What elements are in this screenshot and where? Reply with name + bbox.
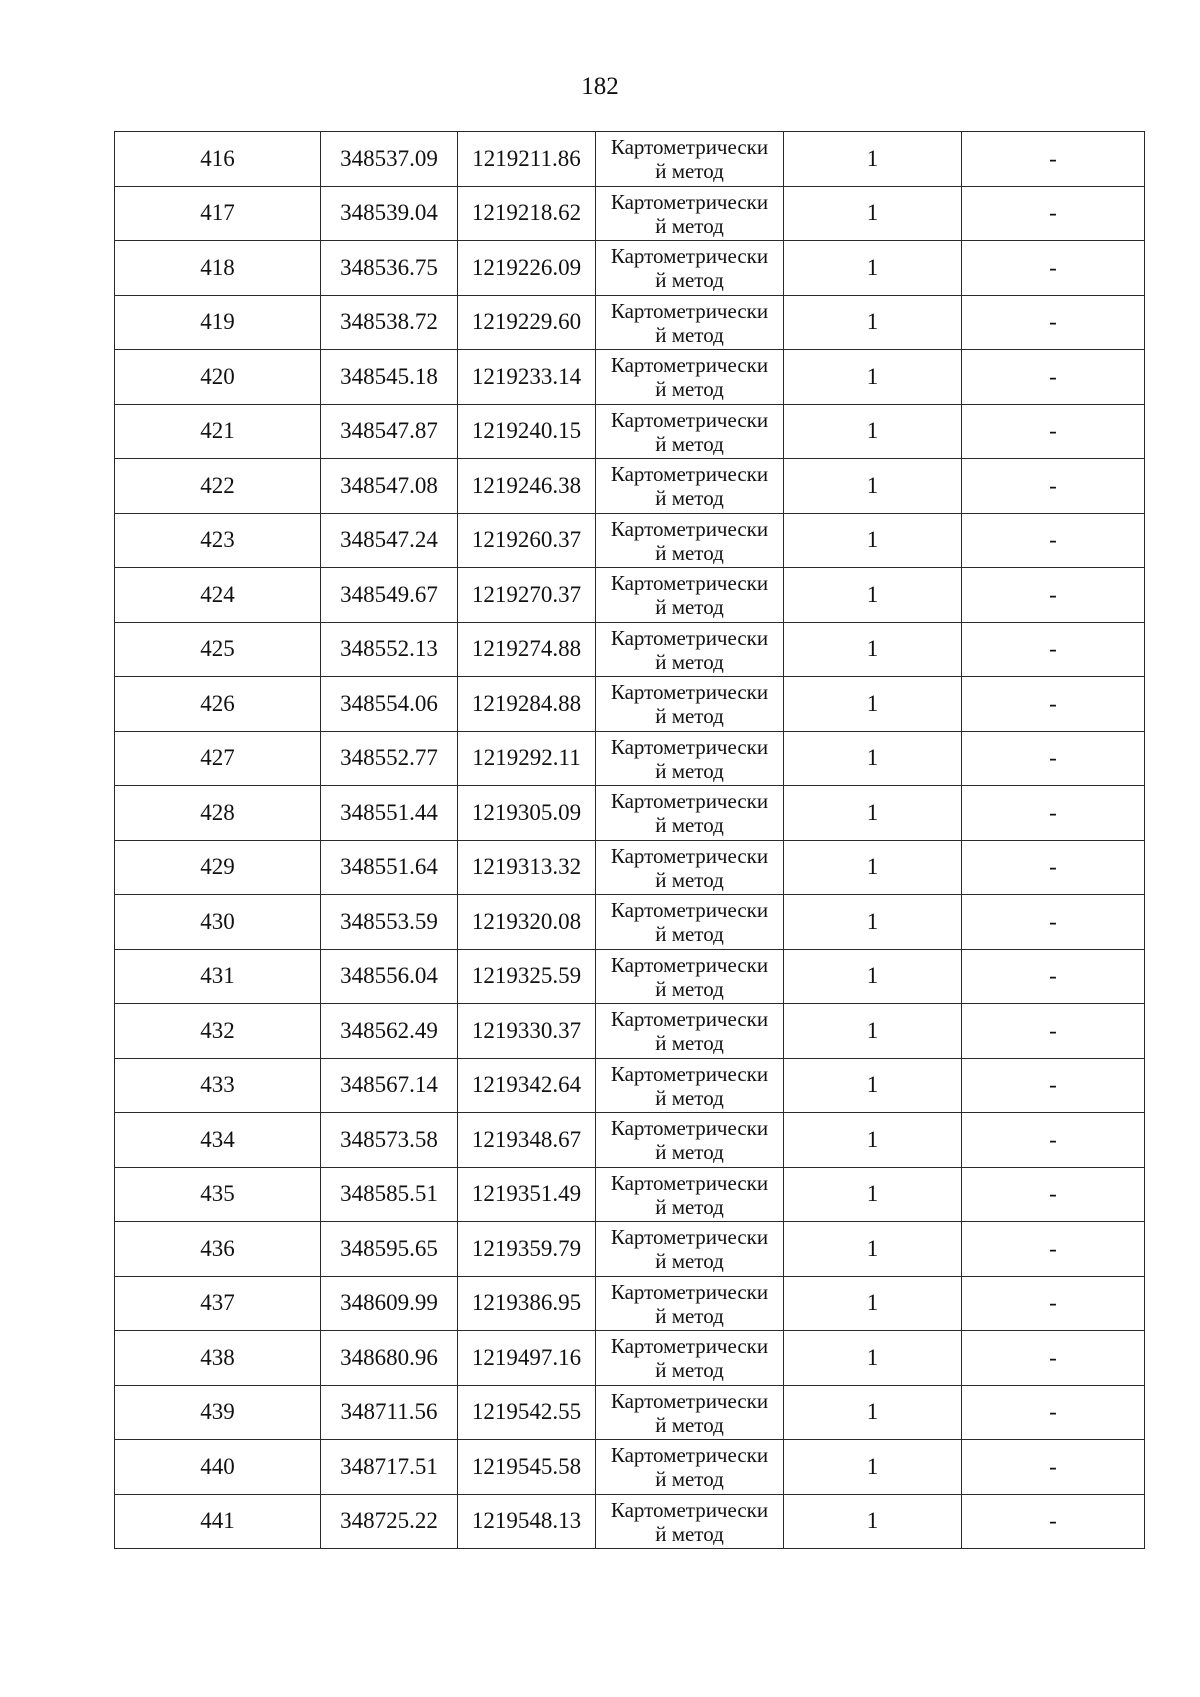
- point-number-cell: 439: [115, 1385, 321, 1440]
- method-cell: [596, 295, 784, 350]
- x-coordinate-cell: 348552.77: [321, 731, 458, 786]
- table-row: [115, 1222, 1145, 1277]
- method-cell: [596, 1058, 784, 1113]
- method-text-line-2: й метод: [655, 1521, 724, 1546]
- method-text-line-2: й метод: [655, 1249, 724, 1274]
- method-text-line-2: й метод: [655, 1303, 724, 1328]
- accuracy-cell: 1: [784, 132, 962, 187]
- method-text-line-2: й метод: [655, 1412, 724, 1437]
- x-coordinate-cell: 348539.04: [321, 186, 458, 241]
- y-coordinate-cell: 1219313.32: [458, 840, 596, 895]
- table-row: [115, 895, 1145, 950]
- x-coordinate-cell: 348585.51: [321, 1167, 458, 1222]
- method-text-line-1: Картометрически: [610, 244, 769, 269]
- y-coordinate-cell: 1219330.37: [458, 1004, 596, 1059]
- note-cell: -: [962, 350, 1145, 405]
- method-text-line-1: Картометрически: [610, 1225, 769, 1250]
- method-cell: [596, 1385, 784, 1440]
- method-text-line-1: Картометрически: [610, 462, 769, 487]
- method-text-line-1: Картометрически: [610, 625, 769, 650]
- method-cell: [596, 513, 784, 568]
- y-coordinate-cell: 1219548.13: [458, 1494, 596, 1549]
- table-row: [115, 731, 1145, 786]
- x-coordinate-cell: 348537.09: [321, 132, 458, 187]
- table-row: [115, 513, 1145, 568]
- method-cell: [596, 186, 784, 241]
- method-text-line-1: Картометрически: [610, 135, 769, 160]
- note-cell: -: [962, 1385, 1145, 1440]
- table-row: [115, 622, 1145, 677]
- method-cell: [596, 1222, 784, 1277]
- accuracy-cell: 1: [784, 840, 962, 895]
- table-row: [115, 1167, 1145, 1222]
- table-row: [115, 677, 1145, 732]
- y-coordinate-cell: 1219211.86: [458, 132, 596, 187]
- note-cell: -: [962, 241, 1145, 296]
- table-row: [115, 459, 1145, 514]
- method-text-line-1: Картометрически: [610, 1116, 769, 1141]
- y-coordinate-cell: 1219342.64: [458, 1058, 596, 1113]
- method-text-line-2: й метод: [655, 159, 724, 184]
- method-text-line-1: Картометрически: [610, 407, 769, 432]
- x-coordinate-cell: 348545.18: [321, 350, 458, 405]
- point-number-cell: 416: [115, 132, 321, 187]
- table-row: [115, 1494, 1145, 1549]
- method-text-line-2: й метод: [655, 1140, 724, 1165]
- accuracy-cell: 1: [784, 1440, 962, 1495]
- note-cell: -: [962, 949, 1145, 1004]
- note-cell: -: [962, 786, 1145, 841]
- method-cell: [596, 1440, 784, 1495]
- method-cell: [596, 350, 784, 405]
- note-cell: -: [962, 513, 1145, 568]
- table-row: [115, 350, 1145, 405]
- method-text-line-1: Картометрически: [610, 298, 769, 323]
- method-cell: [596, 840, 784, 895]
- point-number-cell: 434: [115, 1113, 321, 1168]
- method-cell: [596, 731, 784, 786]
- method-text-line-1: Картометрически: [610, 1497, 769, 1522]
- method-cell: [596, 949, 784, 1004]
- point-number-cell: 424: [115, 568, 321, 623]
- method-cell: [596, 404, 784, 459]
- method-text-line-2: й метод: [655, 213, 724, 238]
- point-number-cell: 436: [115, 1222, 321, 1277]
- method-text-line-1: Картометрически: [610, 680, 769, 705]
- y-coordinate-cell: 1219542.55: [458, 1385, 596, 1440]
- y-coordinate-cell: 1219348.67: [458, 1113, 596, 1168]
- method-cell: [596, 1276, 784, 1331]
- method-text-line-1: Картометрически: [610, 1334, 769, 1359]
- note-cell: -: [962, 295, 1145, 350]
- y-coordinate-cell: 1219218.62: [458, 186, 596, 241]
- note-cell: -: [962, 459, 1145, 514]
- x-coordinate-cell: 348547.24: [321, 513, 458, 568]
- coordinates-table-body: [115, 132, 1145, 1549]
- point-number-cell: 430: [115, 895, 321, 950]
- table-row: [115, 1004, 1145, 1059]
- method-cell: [596, 241, 784, 296]
- x-coordinate-cell: 348609.99: [321, 1276, 458, 1331]
- x-coordinate-cell: 348553.59: [321, 895, 458, 950]
- table-row: [115, 949, 1145, 1004]
- method-text-line-1: Картометрически: [610, 571, 769, 596]
- accuracy-cell: 1: [784, 350, 962, 405]
- table-row: [115, 1276, 1145, 1331]
- point-number-cell: 441: [115, 1494, 321, 1549]
- x-coordinate-cell: 348552.13: [321, 622, 458, 677]
- method-text-line-2: й метод: [655, 867, 724, 892]
- x-coordinate-cell: 348547.87: [321, 404, 458, 459]
- method-text-line-1: Картометрически: [610, 516, 769, 541]
- accuracy-cell: 1: [784, 1113, 962, 1168]
- table-row: [115, 1385, 1145, 1440]
- note-cell: -: [962, 677, 1145, 732]
- x-coordinate-cell: 348538.72: [321, 295, 458, 350]
- point-number-cell: 419: [115, 295, 321, 350]
- y-coordinate-cell: 1219270.37: [458, 568, 596, 623]
- y-coordinate-cell: 1219305.09: [458, 786, 596, 841]
- method-text-line-2: й метод: [655, 486, 724, 511]
- point-number-cell: 422: [115, 459, 321, 514]
- note-cell: -: [962, 1276, 1145, 1331]
- accuracy-cell: 1: [784, 731, 962, 786]
- accuracy-cell: 1: [784, 949, 962, 1004]
- accuracy-cell: 1: [784, 622, 962, 677]
- accuracy-cell: 1: [784, 786, 962, 841]
- x-coordinate-cell: 348725.22: [321, 1494, 458, 1549]
- point-number-cell: 432: [115, 1004, 321, 1059]
- note-cell: -: [962, 731, 1145, 786]
- point-number-cell: 428: [115, 786, 321, 841]
- method-text-line-1: Картометрически: [610, 353, 769, 378]
- y-coordinate-cell: 1219260.37: [458, 513, 596, 568]
- y-coordinate-cell: 1219274.88: [458, 622, 596, 677]
- y-coordinate-cell: 1219497.16: [458, 1331, 596, 1386]
- y-coordinate-cell: 1219226.09: [458, 241, 596, 296]
- accuracy-cell: 1: [784, 1222, 962, 1277]
- method-text-line-2: й метод: [655, 540, 724, 565]
- accuracy-cell: 1: [784, 1004, 962, 1059]
- y-coordinate-cell: 1219359.79: [458, 1222, 596, 1277]
- method-cell: [596, 1331, 784, 1386]
- x-coordinate-cell: 348717.51: [321, 1440, 458, 1495]
- method-text-line-1: Картометрически: [610, 789, 769, 814]
- y-coordinate-cell: 1219325.59: [458, 949, 596, 1004]
- note-cell: -: [962, 404, 1145, 459]
- y-coordinate-cell: 1219292.11: [458, 731, 596, 786]
- table-row: [115, 786, 1145, 841]
- coordinates-table: [114, 131, 1145, 1549]
- method-text-line-1: Картометрически: [610, 1388, 769, 1413]
- point-number-cell: 420: [115, 350, 321, 405]
- method-text-line-1: Картометрически: [610, 1007, 769, 1032]
- point-number-cell: 429: [115, 840, 321, 895]
- point-number-cell: 425: [115, 622, 321, 677]
- note-cell: -: [962, 568, 1145, 623]
- x-coordinate-cell: 348680.96: [321, 1331, 458, 1386]
- x-coordinate-cell: 348547.08: [321, 459, 458, 514]
- y-coordinate-cell: 1219320.08: [458, 895, 596, 950]
- y-coordinate-cell: 1219351.49: [458, 1167, 596, 1222]
- point-number-cell: 435: [115, 1167, 321, 1222]
- method-text-line-2: й метод: [655, 595, 724, 620]
- note-cell: -: [962, 1494, 1145, 1549]
- x-coordinate-cell: 348562.49: [321, 1004, 458, 1059]
- note-cell: -: [962, 895, 1145, 950]
- method-text-line-2: й метод: [655, 976, 724, 1001]
- method-text-line-1: Картометрически: [610, 1170, 769, 1195]
- x-coordinate-cell: 348711.56: [321, 1385, 458, 1440]
- method-text-line-1: Картометрически: [610, 1061, 769, 1086]
- method-cell: [596, 895, 784, 950]
- x-coordinate-cell: 348551.64: [321, 840, 458, 895]
- table-row: [115, 404, 1145, 459]
- accuracy-cell: 1: [784, 1331, 962, 1386]
- accuracy-cell: 1: [784, 1167, 962, 1222]
- table-row: [115, 568, 1145, 623]
- note-cell: -: [962, 1167, 1145, 1222]
- point-number-cell: 421: [115, 404, 321, 459]
- accuracy-cell: 1: [784, 1058, 962, 1113]
- x-coordinate-cell: 348595.65: [321, 1222, 458, 1277]
- y-coordinate-cell: 1219284.88: [458, 677, 596, 732]
- accuracy-cell: 1: [784, 241, 962, 296]
- note-cell: -: [962, 132, 1145, 187]
- method-text-line-2: й метод: [655, 1358, 724, 1383]
- accuracy-cell: 1: [784, 677, 962, 732]
- y-coordinate-cell: 1219246.38: [458, 459, 596, 514]
- y-coordinate-cell: 1219386.95: [458, 1276, 596, 1331]
- accuracy-cell: 1: [784, 513, 962, 568]
- note-cell: -: [962, 1058, 1145, 1113]
- method-cell: [596, 1494, 784, 1549]
- point-number-cell: 427: [115, 731, 321, 786]
- point-number-cell: 433: [115, 1058, 321, 1113]
- point-number-cell: 417: [115, 186, 321, 241]
- method-cell: [596, 786, 784, 841]
- method-text-line-2: й метод: [655, 758, 724, 783]
- table-row: [115, 132, 1145, 187]
- note-cell: -: [962, 1113, 1145, 1168]
- method-cell: [596, 622, 784, 677]
- point-number-cell: 438: [115, 1331, 321, 1386]
- x-coordinate-cell: 348573.58: [321, 1113, 458, 1168]
- method-cell: [596, 459, 784, 514]
- table-row: [115, 295, 1145, 350]
- x-coordinate-cell: 348567.14: [321, 1058, 458, 1113]
- note-cell: -: [962, 1331, 1145, 1386]
- point-number-cell: 437: [115, 1276, 321, 1331]
- point-number-cell: 418: [115, 241, 321, 296]
- x-coordinate-cell: 348536.75: [321, 241, 458, 296]
- y-coordinate-cell: 1219229.60: [458, 295, 596, 350]
- y-coordinate-cell: 1219233.14: [458, 350, 596, 405]
- table-row: [115, 1331, 1145, 1386]
- method-text-line-1: Картометрически: [610, 734, 769, 759]
- method-text-line-2: й метод: [655, 268, 724, 293]
- method-text-line-2: й метод: [655, 813, 724, 838]
- point-number-cell: 426: [115, 677, 321, 732]
- method-text-line-1: Картометрически: [610, 843, 769, 868]
- method-cell: [596, 568, 784, 623]
- method-cell: [596, 1167, 784, 1222]
- x-coordinate-cell: 348551.44: [321, 786, 458, 841]
- method-text-line-2: й метод: [655, 377, 724, 402]
- x-coordinate-cell: 348556.04: [321, 949, 458, 1004]
- note-cell: -: [962, 1222, 1145, 1277]
- method-cell: [596, 1004, 784, 1059]
- method-cell: [596, 677, 784, 732]
- table-row: [115, 186, 1145, 241]
- method-text-line-2: й метод: [655, 1031, 724, 1056]
- note-cell: -: [962, 622, 1145, 677]
- accuracy-cell: 1: [784, 459, 962, 514]
- table-row: [115, 1058, 1145, 1113]
- method-text-line-2: й метод: [655, 431, 724, 456]
- method-text-line-2: й метод: [655, 704, 724, 729]
- y-coordinate-cell: 1219240.15: [458, 404, 596, 459]
- point-number-cell: 440: [115, 1440, 321, 1495]
- table-row: [115, 1113, 1145, 1168]
- method-text-line-2: й метод: [655, 1085, 724, 1110]
- x-coordinate-cell: 348549.67: [321, 568, 458, 623]
- point-number-cell: 423: [115, 513, 321, 568]
- table-row: [115, 840, 1145, 895]
- y-coordinate-cell: 1219545.58: [458, 1440, 596, 1495]
- method-text-line-2: й метод: [655, 1194, 724, 1219]
- method-text-line-1: Картометрически: [610, 189, 769, 214]
- page-number: 182: [581, 73, 619, 100]
- method-text-line-1: Картометрически: [610, 952, 769, 977]
- method-cell: [596, 132, 784, 187]
- method-text-line-1: Картометрически: [610, 1279, 769, 1304]
- note-cell: -: [962, 1440, 1145, 1495]
- note-cell: -: [962, 840, 1145, 895]
- note-cell: -: [962, 1004, 1145, 1059]
- point-number-cell: 431: [115, 949, 321, 1004]
- accuracy-cell: 1: [784, 295, 962, 350]
- x-coordinate-cell: 348554.06: [321, 677, 458, 732]
- method-text-line-2: й метод: [655, 322, 724, 347]
- method-text-line-2: й метод: [655, 649, 724, 674]
- accuracy-cell: 1: [784, 1276, 962, 1331]
- table-row: [115, 1440, 1145, 1495]
- accuracy-cell: 1: [784, 895, 962, 950]
- method-text-line-1: Картометрически: [610, 1443, 769, 1468]
- table-row: [115, 241, 1145, 296]
- note-cell: -: [962, 186, 1145, 241]
- method-cell: [596, 1113, 784, 1168]
- accuracy-cell: 1: [784, 568, 962, 623]
- method-text-line-2: й метод: [655, 922, 724, 947]
- method-text-line-1: Картометрически: [610, 898, 769, 923]
- accuracy-cell: 1: [784, 1494, 962, 1549]
- accuracy-cell: 1: [784, 404, 962, 459]
- accuracy-cell: 1: [784, 1385, 962, 1440]
- method-text-line-2: й метод: [655, 1467, 724, 1492]
- accuracy-cell: 1: [784, 186, 962, 241]
